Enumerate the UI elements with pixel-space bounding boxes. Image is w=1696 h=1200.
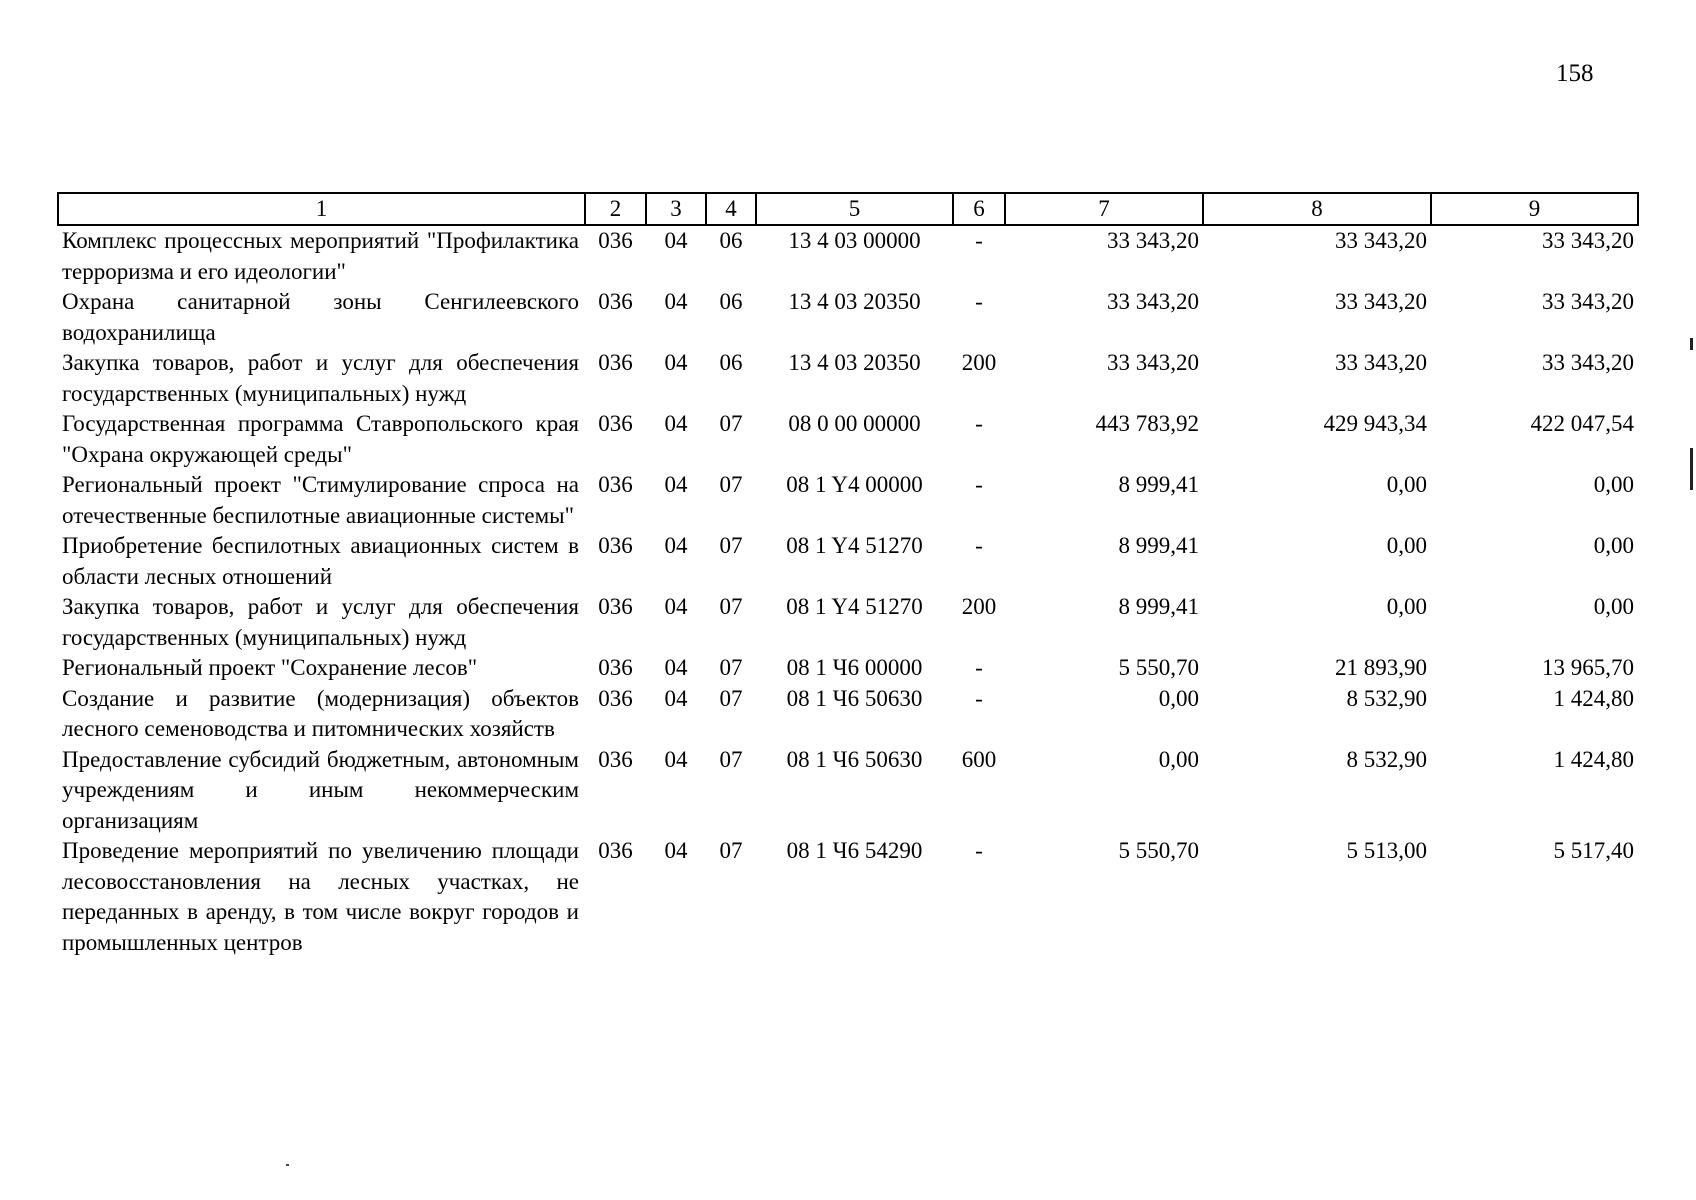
header-col-9: 9: [1431, 193, 1638, 225]
cell-admin-code: 036: [598, 289, 633, 314]
cell-section: 04: [664, 228, 688, 253]
cell-amount-7: 443 783,92: [1095, 411, 1199, 436]
cell-admin-code: 036: [598, 838, 633, 863]
cell-expense-type: -: [975, 228, 983, 253]
cell-subsection: 06: [719, 228, 743, 253]
cell-amount-9: 1 424,80: [1553, 746, 1634, 772]
table-row: [58, 409, 1638, 470]
cell-target-code: 13 4 03 00000: [788, 228, 921, 253]
cell-target-code: 08 1 Ч6 00000: [786, 655, 923, 680]
cell-admin-code: 036: [598, 655, 633, 680]
row-name: Государственная программа Ставропольского края "Охрана окружающей среды": [62, 411, 579, 467]
scan-edge-mark: [1690, 338, 1693, 350]
table-row: [58, 531, 1638, 592]
cell-target-code: 13 4 03 20350: [788, 289, 921, 314]
cell-expense-type: -: [975, 289, 983, 314]
cell-admin-code: 036: [598, 685, 633, 711]
cell-amount-7: 0,00: [1158, 685, 1199, 711]
cell-section: 04: [664, 685, 688, 711]
cell-amount-8: 0,00: [1386, 472, 1427, 497]
cell-section: 04: [664, 411, 688, 436]
row-name: Комплекс процессных мероприятий "Профилактика терроризма и его идеологии": [62, 228, 579, 284]
table-row: [58, 287, 1638, 348]
cell-section: 04: [664, 533, 688, 558]
row-name: Охрана санитарной зоны Сенгилеевского водохранилища: [62, 289, 579, 345]
cell-amount-9: 422 047,54: [1530, 411, 1634, 436]
cell-amount-7: 33 343,20: [1107, 228, 1199, 253]
header-col-4: 4: [706, 193, 756, 225]
cell-amount-7: 33 343,20: [1107, 289, 1199, 314]
table-row: [58, 225, 1638, 287]
cell-section: 04: [664, 350, 688, 375]
row-name: Закупка товаров, работ и услуг для обеспечения государственных (муниципальных) нужд: [62, 350, 579, 406]
cell-expense-type: -: [975, 685, 983, 711]
cell-section: 04: [664, 655, 688, 680]
row-name: Закупка товаров, работ и услуг для обеспечения государственных (муниципальных) нужд: [62, 594, 579, 650]
cell-expense-type: 600: [961, 746, 997, 772]
cell-admin-code: 036: [598, 594, 633, 619]
table-row: [58, 470, 1638, 531]
cell-subsection: 07: [719, 594, 743, 619]
row-name: Предоставление субсидий бюджетным, автономным учреждениям и иным некоммерческим организациям: [62, 746, 579, 833]
cell-admin-code: 036: [598, 533, 633, 558]
cell-target-code: 08 0 00 00000: [788, 411, 921, 436]
cell-amount-7: 5 550,70: [1118, 655, 1199, 680]
cell-amount-9: 33 343,20: [1542, 228, 1634, 253]
cell-section: 04: [664, 289, 688, 314]
cell-amount-8: 0,00: [1386, 533, 1427, 558]
cell-target-code: 13 4 03 20350: [788, 350, 921, 375]
cell-expense-type: 200: [961, 350, 997, 375]
cell-amount-9: 5 517,40: [1553, 838, 1634, 863]
cell-amount-7: 8 999,41: [1118, 594, 1199, 619]
cell-target-code: 08 1 Y4 51270: [786, 533, 923, 558]
cell-subsection: 07: [719, 838, 743, 863]
cell-amount-9: 0,00: [1593, 472, 1634, 497]
row-name: Проведение мероприятий по увеличению площади лесовосстановления на лесных участках, не переданных в аренду, в том числе вокруг городов и промышленных центров: [62, 838, 579, 955]
cell-target-code: 08 1 Ч6 50630: [786, 746, 923, 772]
cell-amount-8: 5 513,00: [1346, 838, 1427, 863]
table-row: [58, 836, 1638, 958]
cell-amount-8: 0,00: [1386, 594, 1427, 619]
cell-amount-9: 0,00: [1593, 533, 1634, 558]
cell-amount-8: 33 343,20: [1335, 289, 1427, 314]
scan-edge-mark: [1690, 448, 1693, 490]
table-row: [58, 684, 1638, 745]
cell-section: 04: [664, 594, 688, 619]
cell-amount-9: 1 424,80: [1553, 685, 1634, 711]
header-col-5: 5: [756, 193, 953, 225]
budget-table: [57, 192, 1639, 958]
cell-amount-9: 33 343,20: [1542, 289, 1634, 314]
cell-target-code: 08 1 Ч6 50630: [786, 685, 923, 711]
header-col-3: 3: [646, 193, 706, 225]
table-row: [58, 592, 1638, 653]
cell-amount-7: 0,00: [1158, 746, 1199, 772]
cell-target-code: 08 1 Y4 00000: [786, 472, 923, 497]
cell-amount-7: 8 999,41: [1118, 533, 1199, 558]
cell-amount-7: 33 343,20: [1107, 350, 1199, 375]
cell-target-code: 08 1 Ч6 54290: [786, 838, 923, 863]
cell-subsection: 07: [719, 685, 743, 711]
cell-admin-code: 036: [598, 472, 633, 497]
cell-admin-code: 036: [598, 746, 633, 772]
cell-admin-code: 036: [598, 350, 633, 375]
row-name: Региональный проект "Стимулирование спроса на отечественные беспилотные авиационные системы": [62, 472, 579, 528]
cell-admin-code: 036: [598, 411, 633, 436]
table-row: [58, 745, 1638, 837]
scan-dust: [286, 1164, 289, 1166]
cell-subsection: 07: [719, 533, 743, 558]
cell-subsection: 07: [719, 746, 743, 772]
cell-expense-type: -: [975, 411, 983, 436]
table-row: [58, 653, 1638, 684]
cell-amount-8: 8 532,90: [1346, 685, 1427, 711]
cell-amount-8: 21 893,90: [1335, 655, 1427, 680]
cell-subsection: 07: [719, 472, 743, 497]
cell-section: 04: [664, 838, 688, 863]
cell-expense-type: -: [975, 655, 983, 680]
header-col-1: 1: [58, 193, 585, 225]
header-col-6: 6: [953, 193, 1005, 225]
cell-section: 04: [664, 746, 688, 772]
cell-amount-8: 8 532,90: [1346, 746, 1427, 772]
header-row: [58, 193, 1638, 225]
cell-amount-9: 13 965,70: [1542, 655, 1634, 680]
cell-subsection: 07: [719, 655, 743, 680]
header-col-8: 8: [1203, 193, 1431, 225]
cell-amount-9: 0,00: [1593, 594, 1634, 619]
cell-amount-8: 429 943,34: [1323, 411, 1427, 436]
header-col-2: 2: [585, 193, 646, 225]
table-row: [58, 348, 1638, 409]
cell-expense-type: 200: [961, 594, 997, 619]
cell-expense-type: -: [975, 533, 983, 558]
cell-amount-8: 33 343,20: [1335, 350, 1427, 375]
cell-subsection: 06: [719, 350, 743, 375]
row-name: Создание и развитие (модернизация) объектов лесного семеноводства и питомнических хозяйств: [62, 685, 579, 741]
cell-subsection: 07: [719, 411, 743, 436]
cell-amount-9: 33 343,20: [1542, 350, 1634, 375]
page-number: 158: [1556, 60, 1594, 87]
cell-target-code: 08 1 Y4 51270: [786, 594, 923, 619]
cell-subsection: 06: [719, 289, 743, 314]
header-col-7: 7: [1005, 193, 1203, 225]
cell-expense-type: -: [975, 838, 983, 863]
row-name: Региональный проект "Сохранение лесов": [62, 655, 478, 680]
cell-admin-code: 036: [598, 228, 633, 253]
cell-amount-7: 5 550,70: [1118, 838, 1199, 863]
cell-section: 04: [664, 472, 688, 497]
cell-expense-type: -: [975, 472, 983, 497]
row-name: Приобретение беспилотных авиационных систем в области лесных отношений: [62, 533, 579, 589]
cell-amount-8: 33 343,20: [1335, 228, 1427, 253]
cell-amount-7: 8 999,41: [1118, 472, 1199, 497]
